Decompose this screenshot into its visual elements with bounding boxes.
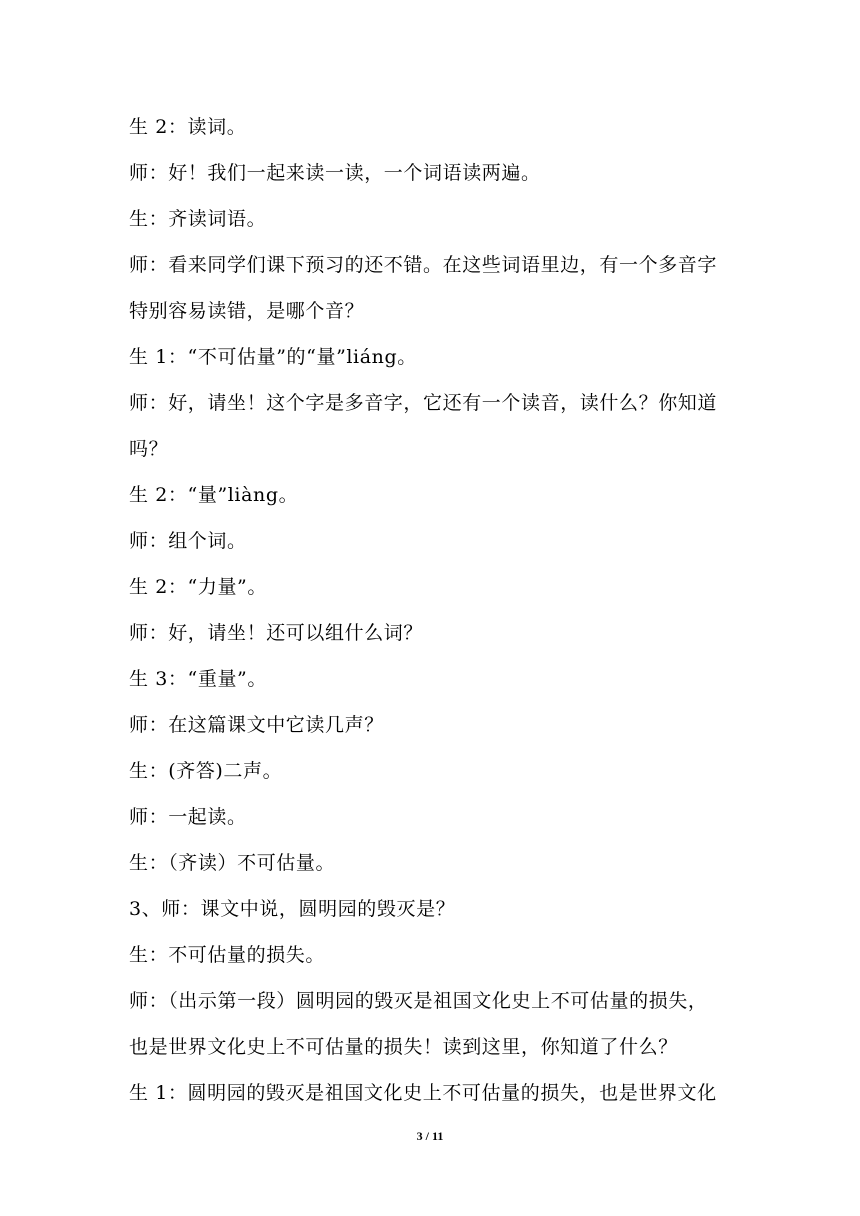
text-line: 生 2：“量”liàng。 — [129, 484, 299, 506]
page-number: 3 / 11 — [416, 1129, 444, 1143]
text-line: 生 2：读词。 — [129, 116, 247, 138]
text-line: 师：组个词。 — [129, 530, 247, 552]
text-line: 生：(齐答)二声。 — [129, 760, 283, 782]
text-line: 师：一起读。 — [129, 806, 247, 828]
text-line: 师：好，请坐！还可以组什么词？ — [129, 622, 424, 644]
text-line: 生：（齐读）不可估量。 — [129, 852, 336, 874]
text-line: 也是世界文化史上不可估量的损失！读到这里，你知道了什么？ — [129, 1036, 678, 1058]
text-line: 生 1：“不可估量”的“量”liáng。 — [129, 346, 417, 368]
text-line: 生 3：“重量”。 — [129, 668, 267, 690]
text-line: 生 1：圆明园的毁灭是祖国文化史上不可估量的损失，也是世界文化 — [129, 1082, 717, 1104]
text-line: 师：好，请坐！这个字是多音字，它还有一个读音，读什么？你知道 — [129, 392, 718, 414]
text-line: 生：齐读词语。 — [129, 208, 267, 230]
text-line: 师：（出示第一段）圆明园的毁灭是祖国文化史上不可估量的损失， — [129, 990, 708, 1012]
text-line: 特别容易读错，是哪个音？ — [129, 300, 365, 322]
text-line: 师：在这篇课文中它读几声？ — [129, 714, 384, 736]
document-body — [129, 104, 734, 1116]
text-line: 师：看来同学们课下预习的还不错。在这些词语里边，有一个多音字 — [129, 254, 718, 276]
text-line: 3、师：课文中说，圆明园的毁灭是？ — [129, 898, 456, 920]
text-line: 生 2：“力量”。 — [129, 576, 267, 598]
text-line: 吗？ — [129, 438, 169, 460]
text-line: 师：好！我们一起来读一读，一个词语读两遍。 — [129, 162, 541, 184]
text-line: 生：不可估量的损失。 — [129, 944, 326, 966]
